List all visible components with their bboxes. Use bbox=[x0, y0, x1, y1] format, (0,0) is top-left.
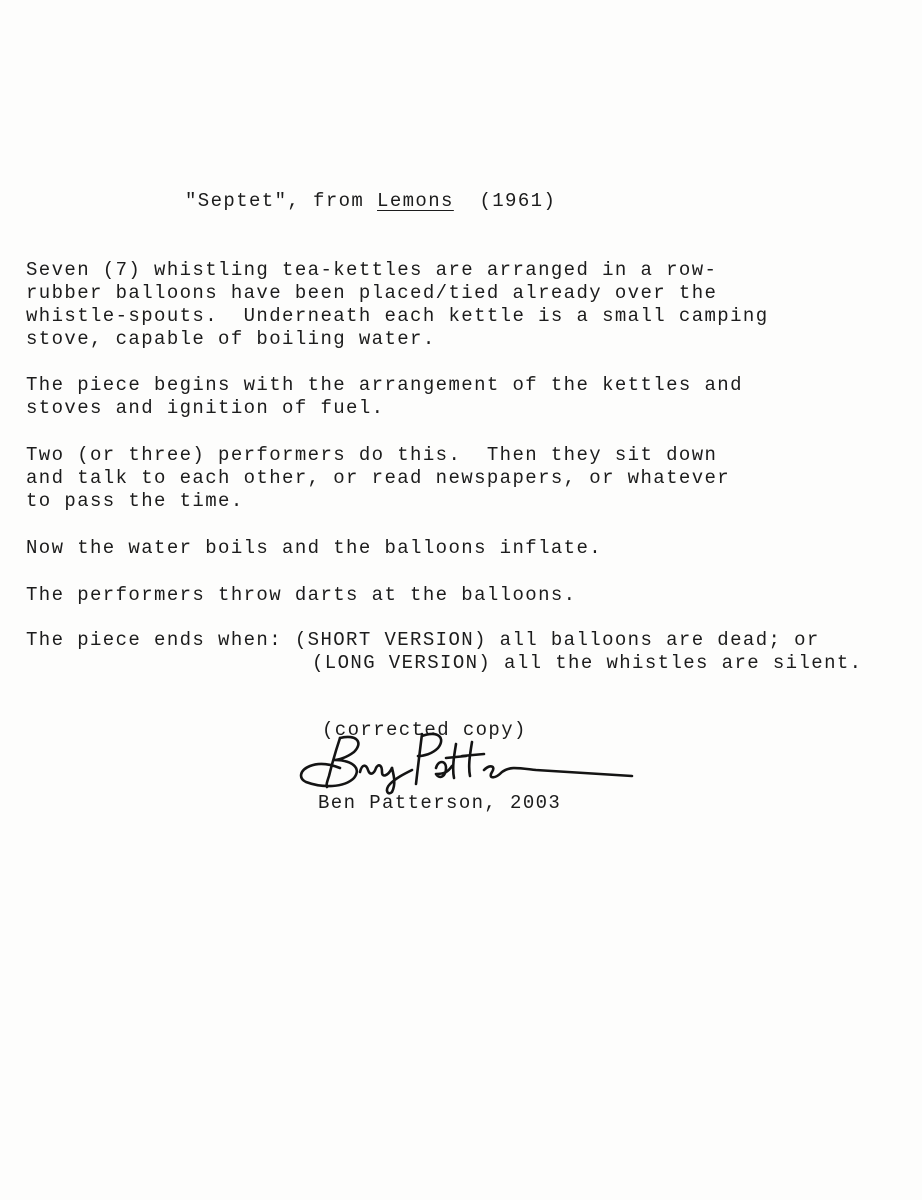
paragraph-beginning: The piece begins with the arrangement of the kettles and stoves and ignition of fuel. bbox=[26, 374, 743, 419]
author-byline: Ben Patterson, 2003 bbox=[318, 792, 562, 814]
paragraph-darts: The performers throw darts at the balloons. bbox=[26, 584, 577, 606]
paragraph-performers: Two (or three) performers do this. Then they sit down and talk to each other, or read newspapers, or whatever to pass the time. bbox=[26, 444, 731, 512]
paragraph-boiling: Now the water boils and the balloons inflate. bbox=[26, 537, 603, 559]
title-prefix: "Septet", from bbox=[185, 190, 378, 212]
paragraph-ending bbox=[26, 629, 862, 675]
paragraph-setup: Seven (7) whistling tea-kettles are arranged in a row- rubber balloons have been placed/tied already over the whistle-spouts. Underneath each kettle is a small camping stove, capable of boiling water. bbox=[26, 259, 769, 350]
handwritten-signature bbox=[296, 724, 646, 796]
ending-line-2: (LONG VERSION) all the whistles are silent. bbox=[312, 652, 863, 674]
document-title bbox=[185, 190, 556, 213]
title-work: Lemons bbox=[377, 190, 454, 212]
title-year: (1961) bbox=[453, 190, 557, 212]
corrected-copy-note: (corrected copy) bbox=[322, 719, 527, 741]
ending-line-1: The piece ends when: (SHORT VERSION) all balloons are dead; or bbox=[26, 629, 820, 651]
